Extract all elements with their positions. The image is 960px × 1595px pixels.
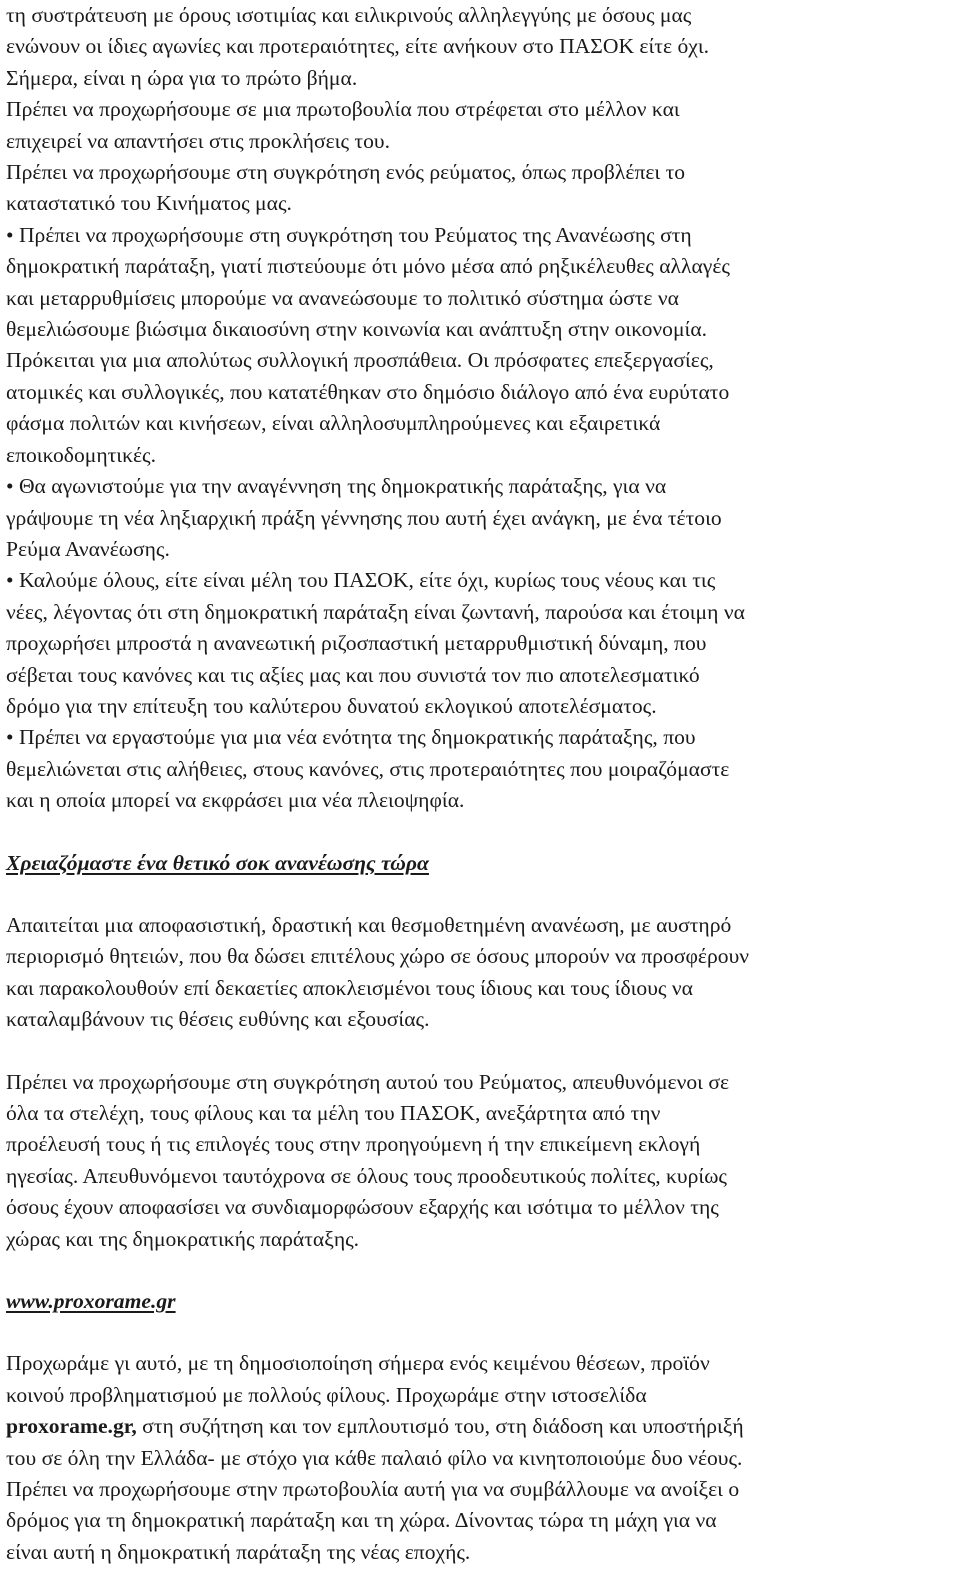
text-line: Απαιτείται μια αποφασιστική, δραστική και θεσμοθετημένη ανανέωση, με αυστηρό [6, 912, 732, 937]
bullet-line: • Πρέπει να προχωρήσουμε στη συγκρότηση του Ρεύματος της Ανανέωσης στη [6, 222, 692, 247]
text-line: δρόμο για την επίτευξη του καλύτερου δυνατού εκλογικού αποτελέσματος. [6, 693, 657, 718]
text-line: Σήμερα, είναι η ώρα για το πρώτο βήμα. [6, 65, 358, 90]
document-page [6, 0, 954, 1568]
text-line: περιορισμό θητειών, που θα δώσει επιτέλους χώρο σε όσους μπορούν να προσφέρουν [6, 944, 750, 969]
website-name-bold: proxorame.gr, [6, 1414, 137, 1439]
paragraph-current [6, 1067, 954, 1255]
bullet-line: • Θα αγωνιστούμε για την αναγέννηση της δημοκρατικής παράταξης, για να [6, 474, 667, 499]
text-line: χώρας και της δημοκρατικής παράταξης. [6, 1226, 360, 1251]
text-line: και παρακολουθούν επί δεκαετίες αποκλεισμένοι τους ίδιους και τους ίδιους να [6, 975, 693, 1000]
text-line: και μεταρρυθμίσεις μπορούμε να ανανεώσουμε το πολιτικό σύστημα ώστε να [6, 285, 679, 310]
paragraph-renewal [6, 910, 954, 1036]
text-line: ατομικές και συλλογικές, που κατατέθηκαν στο δημόσιο διάλογο από ένα ευρύτατο [6, 379, 730, 404]
bullet-line: • Καλούμε όλους, είτε είναι μέλη του ΠΑΣΟΚ, είτε όχι, κυρίως τους νέους και τις [6, 568, 716, 593]
text-line: καταλαμβάνουν τις θέσεις ευθύνης και εξουσίας. [6, 1007, 430, 1032]
website-link[interactable]: www.proxorame.gr [6, 1289, 176, 1314]
text-line: σέβεται τους κανόνες και τις αξίες μας και που συνιστά τον πιο αποτελεσματικό [6, 662, 700, 687]
bullet-line: • Πρέπει να εργαστούμε για μια νέα ενότητα της δημοκρατικής παράταξης, που [6, 725, 696, 750]
text-line: επιχειρεί να απαντήσει στις προκλήσεις του. [6, 128, 390, 153]
text-line: Προχωράμε γι αυτό, με τη δημοσιοποίηση σήμερα ενός κειμένου θέσεων, προϊόν [6, 1351, 710, 1376]
text-line: καταστατικό του Κινήματος μας. [6, 191, 292, 216]
text-line: Πρέπει να προχωρήσουμε στην πρωτοβουλία αυτή για να συμβάλλουμε να ανοίξει ο [6, 1477, 740, 1502]
text-line: ενώνουν οι ίδιες αγωνίες και προτεραιότητες, είτε ανήκουν στο ΠΑΣΟΚ είτε όχι. [6, 34, 710, 59]
text-line: φάσμα πολιτών και κινήσεων, είναι αλληλοσυμπληρούμενες και εξαιρετικά [6, 411, 661, 436]
text-line [6, 1411, 954, 1442]
text-fragment: στη συζήτηση και τον εμπλουτισμό του, στη διάδοση και υποστήριξή [136, 1414, 744, 1439]
text-line: όσους έχουν αποφασίσει να συνδιαμορφώσουν εξαρχής και ισότιμα το μέλλον της [6, 1195, 719, 1220]
text-line: νέες, λέγοντας ότι στη δημοκρατική παράταξη είναι ζωντανή, παρούσα και έτοιμη να [6, 599, 745, 624]
text-line: Πρόκειται για μια απολύτως συλλογική προσπάθεια. Οι πρόσφατες επεξεργασίες, [6, 348, 714, 373]
paragraph-closing [6, 1348, 954, 1568]
section-heading: Χρειαζόμαστε ένα θετικό σοκ ανανέωσης τώρα [6, 850, 429, 875]
paragraph-gap [6, 1036, 954, 1067]
text-line: όλα τα στελέχη, τους φίλους και τα μέλη του ΠΑΣΟΚ, ανεξάρτητα από την [6, 1101, 661, 1125]
paragraph-gap [6, 1255, 954, 1286]
paragraph-gap [6, 1317, 954, 1348]
text-line: Πρέπει να προχωρήσουμε σε μια πρωτοβουλία που στρέφεται στο μέλλον και [6, 97, 680, 122]
paragraph-gap [6, 817, 954, 848]
text-line: δημοκρατική παράταξη, γιατί πιστεύουμε ότι μόνο μέσα από ρηξικέλευθες αλλαγές [6, 254, 730, 279]
text-line: Ρεύμα Ανανέωσης. [6, 536, 170, 561]
text-line: και η οποία μπορεί να εκφράσει μια νέα πλειοψηφία. [6, 788, 465, 813]
text-line: Πρέπει να προχωρήσουμε στη συγκρότηση ενός ρεύματος, όπως προβλέπει το [6, 160, 686, 185]
text-line: τη συστράτευση με όρους ισοτιμίας και ειλικρινούς αλληλεγγύης με όσους μας [6, 3, 692, 27]
text-line: είναι αυτή η δημοκρατική παράταξη της νέας εποχής. [6, 1539, 471, 1564]
paragraph-gap [6, 879, 954, 910]
text-line: θεμελιώσουμε βιώσιμα δικαιοσύνη στην κοινωνία και ανάπτυξη στην οικονομία. [6, 317, 708, 342]
text-line: προέλευσή τους ή τις επιλογές τους στην προηγούμενη ή την επικείμενη εκλογή [6, 1132, 701, 1157]
text-line: ηγεσίας. Απευθυνόμενοι ταυτόχρονα σε όλους τους προοδευτικούς πολίτες, κυρίως [6, 1163, 727, 1188]
website-link-line [6, 1286, 954, 1317]
text-line: θεμελιώνεται στις αλήθειες, στους κανόνες, στις προτεραιότητες που μοιραζόμαστε [6, 756, 730, 781]
text-line: εποικοδομητικές. [6, 442, 157, 467]
body-section-1 [6, 0, 954, 817]
text-line: του σε όλη την Ελλάδα- με στόχο για κάθε παλαιό φίλο να κινητοποιούμε δυο νέους. [6, 1445, 743, 1470]
text-line: γράψουμε τη νέα ληξιαρχική πράξη γέννησης που αυτή έχει ανάγκη, με ένα τέτοιο [6, 505, 722, 530]
text-line: δρόμος για τη δημοκρατική παράταξη και τη χώρα. Δίνοντας τώρα τη μάχη για να [6, 1508, 717, 1533]
text-line: Πρέπει να προχωρήσουμε στη συγκρότηση αυτού του Ρεύματος, απευθυνόμενοι σε [6, 1069, 730, 1094]
text-line: προχωρήσει μπροστά η ανανεωτική ριζοσπαστική μεταρρυθμιστική δύναμη, που [6, 631, 707, 656]
text-line: κοινού προβληματισμού με πολλούς φίλους. Προχωράμε στην ιστοσελίδα [6, 1382, 647, 1407]
